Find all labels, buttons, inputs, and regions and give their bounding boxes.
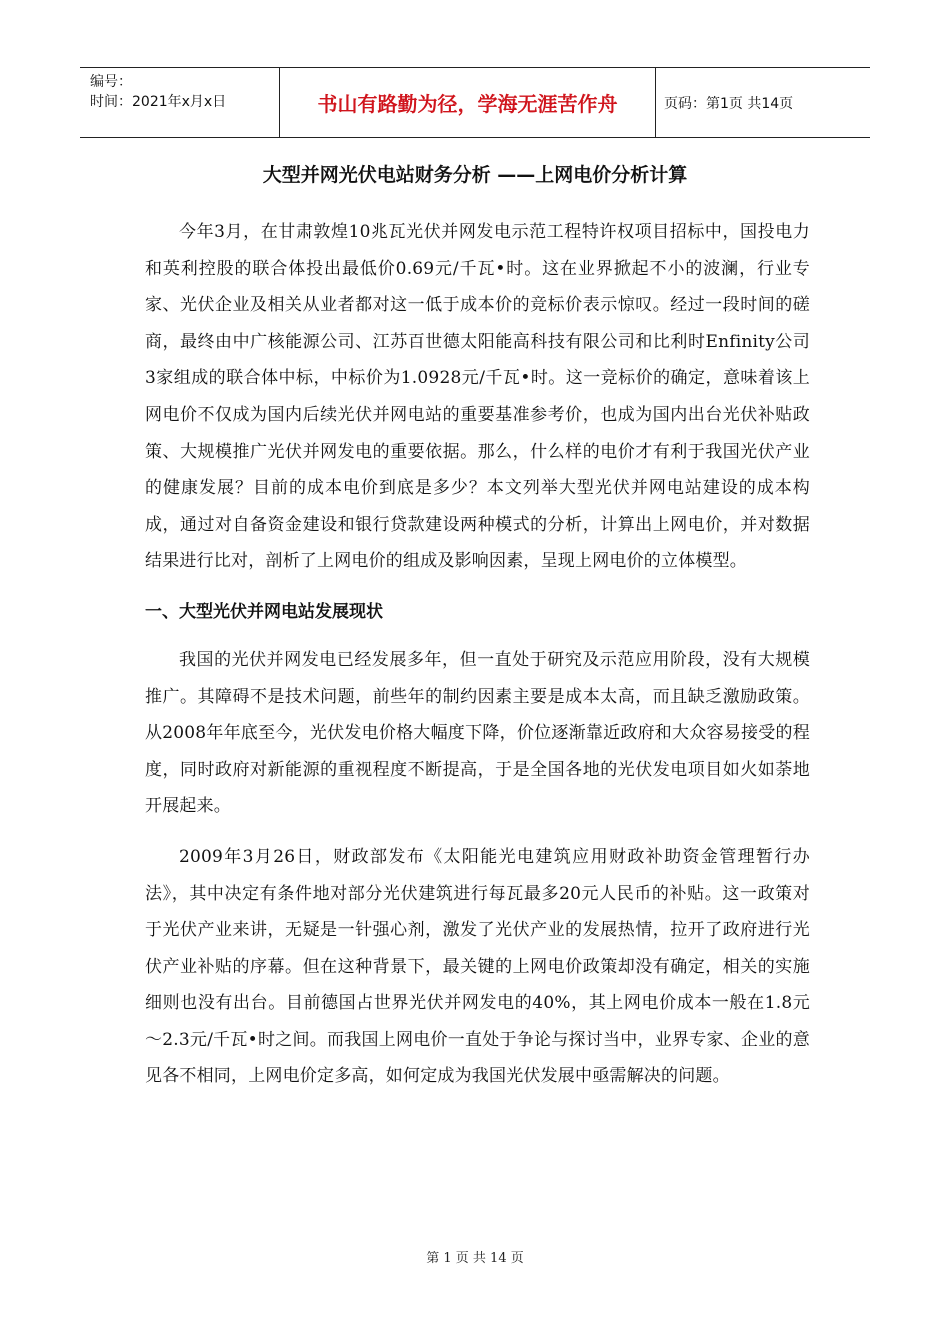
header-meta	[80, 68, 280, 137]
page-footer: 第 1 页 共 14 页	[426, 1251, 524, 1266]
document-body	[145, 214, 810, 1109]
motto-text: 书山有路勤为径，学海无涯苦作舟	[317, 92, 618, 116]
page-header	[80, 67, 870, 138]
serial-number-label: 编号：	[90, 74, 132, 90]
intro-paragraph: 今年3月，在甘肃敦煌10兆瓦光伏并网发电示范工程特许权项目招标中，国投电力和英利控股的联合体投出最低价0.69元/千瓦•时。这在业界掀起不小的波澜，行业专家、光伏企业及相关从业者都对这一低于成本价的竞标价表示惊叹。经过一段时间的磋商，最终由中广核能源公司、江苏百世德太阳能高科技有限公司和比利时Enfinity公司3家组成的联合体中标，中标价为1.0928元/千瓦•时。这一竞标价的确定，意味着该上网电价不仅成为国内后续光伏并网电站的重要基准参考价，也成为国内出台光伏补贴政策、大规模推广光伏并网发电的重要依据。那么，什么样的电价才有利于我国光伏产业的健康发展？目前的成本电价到底是多少？本文列举大型光伏并网电站建设的成本构成，通过对自备资金建设和银行贷款建设两种模式的分析，计算出上网电价，并对数据结果进行比对，剖析了上网电价的组成及影响因素，呈现上网电价的立体模型。	[145, 222, 810, 572]
body-paragraph: 我国的光伏并网发电已经发展多年，但一直处于研究及示范应用阶段，没有大规模推广。其障碍不是技术问题，前些年的制约因素主要是成本太高，而且缺乏激励政策。从2008年年底至今，光伏发电价格大幅度下降，价位逐渐靠近政府和大众容易接受的程度，同时政府对新能源的重视程度不断提高，于是全国各地的光伏发电项目如火如荼地开展起来。	[145, 649, 810, 817]
date-label: 时间：2021年x月x日	[90, 94, 227, 110]
document-title: 大型并网光伏电站财务分析 ——上网电价分析计算	[262, 164, 688, 186]
section-heading: 一、大型光伏并网电站发展现状	[145, 601, 383, 622]
body-paragraph: 2009年3月26日，财政部发布《太阳能光电建筑应用财政补助资金管理暂行办法》，其中决定有条件地对部分光伏建筑进行每瓦最多20元人民币的补贴。这一政策对于光伏产业来讲，无疑是一针强心剂，激发了光伏产业的发展热情，拉开了政府进行光伏产业补贴的序幕。但在这种背景下，最关键的上网电价政策却没有确定，相关的实施细则也没有出台。目前德国占世界光伏并网发电的40%，其上网电价成本一般在1.8元～2.3元/千瓦•时之间。而我国上网电价一直处于争论与探讨当中，业界专家、企业的意见各不相同，上网电价定多高，如何定成为我国光伏发展中亟需解决的问题。	[145, 846, 810, 1087]
header-page-info	[656, 68, 870, 137]
page-info-text: 页码：第1页 共14页	[664, 95, 794, 112]
header-motto	[280, 68, 656, 137]
